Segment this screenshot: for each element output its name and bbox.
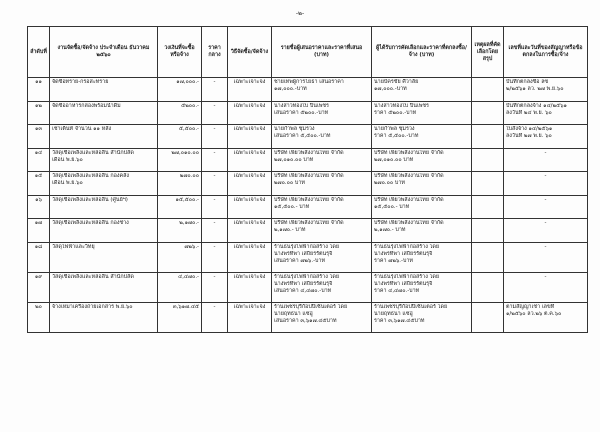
table-row — [28, 195, 588, 219]
cell-bidders — [272, 242, 372, 272]
cell-winner-line: ๒๗๐.๐๐ บาท — [374, 180, 405, 186]
cell-contract-line: ใบสั่งจ้าง ๑๔/๒๕๖๑ — [506, 126, 553, 132]
cell-bidders-line: ๑๕,๕๐๐.- บาท — [274, 203, 310, 210]
cell-bidders-line: ๑๗,๐๐๐.-บาท — [274, 86, 307, 92]
header-reason: เหตุผลที่คัดเลือกโดยสรุป — [472, 27, 504, 78]
cell-contract-line: - — [544, 196, 547, 203]
cell-contract-line: บันทึกตกลงจ้าง ๑๔/๒๕๖๑ — [506, 102, 567, 109]
cell-reason — [472, 302, 504, 332]
cell-item — [50, 78, 158, 102]
cell-seq: ๒๐ — [28, 302, 50, 332]
cell-budget: ๗๒๖.- — [158, 242, 202, 272]
cell-median: - — [202, 219, 228, 243]
cell-contract — [504, 172, 588, 196]
cell-contract — [504, 242, 588, 272]
cell-contract — [504, 125, 588, 149]
cell-contract-line: - — [544, 243, 547, 250]
cell-item — [50, 125, 158, 149]
cell-bidders-line: นางพรทิพา เสถียรรัตนรุจิ — [274, 280, 333, 287]
table-row — [28, 78, 588, 102]
cell-item-line: จัดซื้ออาหารกล่องพร้อมน้ำดื่ม — [52, 102, 121, 109]
cell-median: - — [202, 125, 228, 149]
cell-seq: ๑๑ — [28, 78, 50, 102]
table-row — [28, 242, 588, 272]
cell-contract-line: ลงวันที่ ๒๗ พ.ย. ๖๐ — [506, 133, 552, 139]
cell-contract-line: - — [544, 149, 547, 156]
cell-winner-line: บริษัท เพียวพลังงานไทย จำกัด — [374, 196, 444, 203]
cell-method: เฉพาะเจาะจง — [228, 78, 272, 102]
cell-bidders-line: ชายเทพผู้การโยธา เสนอราคา — [274, 79, 344, 85]
header-bidders: รายชื่อผู้เสนอราคาและราคาที่เสนอ (บาท) — [272, 27, 372, 78]
cell-budget: ๓,๖๑๗.๔๕ — [158, 302, 202, 332]
cell-median: - — [202, 172, 228, 196]
cell-contract-line: ตามสัญญาเช่า เลขที่ — [506, 303, 555, 310]
cell-winner-line: ราคา ๓,๖๑๗.๔๕บาท — [374, 317, 425, 324]
cell-contract — [504, 195, 588, 219]
cell-bidders-line: เสนอราคา ๕๒๐๐.-บาท — [274, 109, 329, 116]
cell-item — [50, 101, 158, 125]
cell-winner — [372, 172, 472, 196]
cell-winner-line: นางสาวทองใบ ปิ่นเพชร — [374, 102, 429, 109]
cell-winner — [372, 272, 472, 302]
cell-item-line: วัสดุเชื้อเพลิงและหล่อลื่น สำนักปลัด — [52, 149, 134, 156]
cell-seq: ๑๙ — [28, 272, 50, 302]
header-contract: เลขที่และวันที่ของสัญญาหรือข้อตกลงในการซื้อ/จ้าง — [504, 27, 588, 78]
cell-item — [50, 219, 158, 243]
cell-winner-line: ร้านเพชรบุรีก๊อปปี้เซ็นเตอร์ โดย — [374, 303, 448, 310]
cell-winner-line: ร้านธนรุ่งไฟฟ้าก่อสร้าง โดย — [374, 243, 440, 250]
table-row — [28, 148, 588, 172]
cell-winner — [372, 125, 472, 149]
cell-budget: ๑๗,๐๐๐.- — [158, 78, 202, 102]
cell-winner-line: นายบัครชัย ศิวาลัย — [374, 79, 419, 85]
cell-contract-line: - — [544, 273, 547, 280]
header-item: งานจัดซื้อ/จัดจ้าง ประจำเดือน ธันวาคม ๒๕๖๐ — [50, 27, 158, 78]
cell-item-line: วัสดุเชื้อเพลิงและหล่อลื่น กองช่าง — [52, 220, 129, 226]
cell-item-line: เดือน พ.ย.๖๐ — [52, 156, 83, 163]
cell-reason — [472, 242, 504, 272]
cell-bidders-line: นายกำพล ชุมรวง — [274, 126, 315, 132]
header-seq: ลำดับที่ — [28, 27, 50, 78]
cell-item — [50, 148, 158, 172]
table-row — [28, 125, 588, 149]
cell-bidders — [272, 195, 372, 219]
cell-winner-line: นายกำพล ชุมรวง — [374, 126, 415, 132]
cell-bidders — [272, 172, 372, 196]
table-body — [28, 78, 588, 333]
cell-item-line: วัสดุไฟฟ้าและวิทยุ — [52, 243, 95, 250]
table-row — [28, 272, 588, 302]
cell-bidders-line: เสนอราคา ๓,๖๑๗.๔๕บาท — [274, 317, 337, 324]
cell-item-line: จ้างเหมาเครื่องถ่ายเอกสาร พ.ย.๖๐ — [52, 303, 133, 310]
cell-reason — [472, 78, 504, 102]
cell-winner — [372, 242, 472, 272]
cell-budget: ๔,๔๗๐.- — [158, 272, 202, 302]
cell-bidders-line: ร้านเพชรบุรีก๊อปปี้เซ็นเตอร์ โดย — [274, 303, 348, 310]
cell-seq: ๑๖ — [28, 195, 50, 219]
cell-seq: ๑๔ — [28, 148, 50, 172]
table-row — [28, 219, 588, 243]
cell-winner-line: นางพรทิพา เสถียรรัตนรุจิ — [374, 250, 433, 257]
cell-budget: ๒๗๐.๐๐ — [158, 172, 202, 196]
cell-item-line: วัสดุเชื้อเพลิงและหล่อลื่น (ศูนย์ฯ) — [52, 196, 128, 203]
cell-winner — [372, 302, 472, 332]
table-row — [28, 172, 588, 196]
cell-winner-line: ราคา ๔,๔๗๐.-บาท — [374, 287, 420, 294]
cell-contract — [504, 272, 588, 302]
cell-budget: ๒,๑๗๐.- — [158, 219, 202, 243]
cell-method: เฉพาะเจาะจง — [228, 242, 272, 272]
cell-method: เฉพาะเจาะจง — [228, 195, 272, 219]
cell-contract — [504, 219, 588, 243]
cell-contract-line: - — [544, 220, 547, 226]
cell-budget: ๕,๕๐๐.- — [158, 125, 202, 149]
cell-contract-line: บันทึกตกลงซื้อ ลซ — [506, 79, 549, 85]
cell-method: เฉพาะเจาะจง — [228, 125, 272, 149]
cell-item-line: วัสดุเชื้อเพลิงและหล่อลื่น กองคลัง — [52, 173, 130, 179]
cell-bidders — [272, 125, 372, 149]
cell-seq: ๑๕ — [28, 172, 50, 196]
cell-method: เฉพาะเจาะจง — [228, 172, 272, 196]
cell-winner — [372, 195, 472, 219]
cell-contract-line: - — [544, 173, 547, 179]
cell-median: - — [202, 242, 228, 272]
header-budget: วงเงินที่จะซื้อหรือจ้าง — [158, 27, 202, 78]
cell-budget: ๑๕,๕๐๐.- — [158, 195, 202, 219]
cell-median: - — [202, 101, 228, 125]
cell-bidders-line: นายฤทธนา แซ่อู่ — [274, 310, 313, 317]
table-row — [28, 101, 588, 125]
header-winner: ผู้ได้รับการคัดเลือกและราคาที่ตกลงซื้อ/จ้าง (บาท) — [372, 27, 472, 78]
cell-item — [50, 272, 158, 302]
cell-bidders-line: บริษัท เพียวพลังงานไทย จำกัด — [274, 149, 344, 156]
cell-winner — [372, 148, 472, 172]
cell-winner — [372, 101, 472, 125]
cell-item — [50, 195, 158, 219]
cell-reason — [472, 272, 504, 302]
cell-bidders — [272, 219, 372, 243]
cell-seq: ๑๗ — [28, 219, 50, 243]
cell-item-line: เช่าเต็นท์ จำนวน ๑๑ หลัง — [52, 126, 112, 132]
cell-winner — [372, 78, 472, 102]
cell-median: - — [202, 302, 228, 332]
cell-bidders — [272, 78, 372, 102]
cell-bidders-line: นางสาวทองใบ ปิ่นเพชร — [274, 102, 329, 109]
cell-item-line: วัสดุเชื้อเพลิงและหล่อลื่น สำนักปลัด — [52, 273, 134, 280]
cell-winner-line: ราคา ๗๒๖.-บาท — [374, 257, 413, 264]
cell-median: - — [202, 78, 228, 102]
cell-item — [50, 242, 158, 272]
cell-contract — [504, 78, 588, 102]
cell-bidders — [272, 148, 372, 172]
cell-winner-line: ร้านธนรุ่งไฟฟ้าก่อสร้าง โดย — [374, 273, 440, 280]
cell-method: เฉพาะเจาะจง — [228, 302, 272, 332]
cell-reason — [472, 195, 504, 219]
cell-median: - — [202, 195, 228, 219]
cell-bidders-line: บริษัท เพียวพลังงานไทย จำกัด — [274, 173, 344, 179]
table-header-row — [28, 27, 588, 78]
cell-method: เฉพาะเจาะจง — [228, 272, 272, 302]
cell-bidders-line: เสนอราคา ๔,๔๗๐.-บาท — [274, 287, 332, 294]
cell-bidders-line: เสนอราคา ๕,๕๐๐.-บาท — [274, 133, 331, 139]
cell-bidders-line: นางพรทิพา เสถียรรัตนรุจิ — [274, 250, 333, 257]
cell-item — [50, 302, 158, 332]
cell-item-line: เดือน พ.ย.๖๐ — [52, 180, 83, 186]
cell-bidders-line: ร้านธนรุ่งไฟฟ้าก่อสร้าง โดย — [274, 273, 340, 280]
cell-winner-line: ราคา ๕,๕๐๐.-บาท — [374, 133, 419, 139]
cell-contract — [504, 148, 588, 172]
cell-median: - — [202, 272, 228, 302]
cell-winner-line: ๑๗,๐๐๐.-บาท — [374, 86, 407, 92]
cell-bidders-line: เสนอราคา ๗๒๖.-บาท — [274, 257, 326, 264]
cell-winner-line: ๑๕,๕๐๐.- บาท — [374, 203, 410, 210]
cell-bidders-line: ๒๗๐.๐๐ บาท — [274, 180, 305, 186]
cell-winner-line: ๒,๑๗๐.- บาท — [374, 227, 406, 233]
cell-contract — [504, 302, 588, 332]
cell-reason — [472, 172, 504, 196]
cell-winner — [372, 219, 472, 243]
cell-budget: ๒๗,๐๑๐.๐๐ — [158, 148, 202, 172]
cell-contract — [504, 101, 588, 125]
cell-reason — [472, 148, 504, 172]
cell-winner-line: ๒๗,๐๑๐.๐๐ บาท — [374, 156, 414, 163]
cell-bidders — [272, 272, 372, 302]
cell-bidders-line: บริษัท เพียวพลังงานไทย จำกัด — [274, 220, 344, 226]
cell-winner-line: นายฤทธนา แซ่อู่ — [374, 310, 413, 317]
cell-reason — [472, 101, 504, 125]
cell-bidders-line: ๒๗,๐๑๐.๐๐ บาท — [274, 156, 314, 163]
cell-contract-line: ๒/๒๕๖๑ ลว. ๒๗ พ.ย.๖๐ — [506, 86, 564, 92]
cell-item-line: จัดซื้อทราย-กรอสะทราย — [52, 79, 109, 85]
cell-contract-line: ๑/๒๕๖๐ ลว.๒๖ ต.ค.๖๐ — [506, 310, 562, 317]
cell-reason — [472, 125, 504, 149]
cell-bidders-line: ๒,๑๗๐.- บาท — [274, 227, 306, 233]
cell-bidders — [272, 302, 372, 332]
cell-bidders-line: ร้านธนรุ่งไฟฟ้าก่อสร้าง โดย — [274, 243, 340, 250]
cell-bidders-line: บริษัท เพียวพลังงานไทย จำกัด — [274, 196, 344, 203]
cell-winner-line: นางพรทิพา เสถียรรัตนรุจิ — [374, 280, 433, 287]
cell-method: เฉพาะเจาะจง — [228, 219, 272, 243]
cell-reason — [472, 219, 504, 243]
cell-seq: ๑๓ — [28, 125, 50, 149]
cell-seq: ๑๒ — [28, 101, 50, 125]
page-number: -๒- — [295, 10, 305, 17]
cell-budget: ๕๒๐๐.- — [158, 101, 202, 125]
cell-contract-line: ลงวันที่ ๒๔ พ.ย. ๖๐ — [506, 109, 552, 116]
cell-winner-line: บริษัท เพียวพลังงานไทย จำกัด — [374, 220, 444, 226]
cell-median: - — [202, 148, 228, 172]
cell-winner-line: ราคา ๕๒๐๐.-บาท — [374, 109, 417, 116]
cell-seq: ๑๘ — [28, 242, 50, 272]
procurement-table — [27, 26, 588, 333]
header-median: ราคากลาง — [202, 27, 228, 78]
table-row — [28, 302, 588, 332]
header-method: วิธีจัดซื้อ/จัดจ้าง — [228, 27, 272, 78]
cell-winner-line: บริษัท เพียวพลังงานไทย จำกัด — [374, 173, 444, 179]
cell-method: เฉพาะเจาะจง — [228, 101, 272, 125]
cell-method: เฉพาะเจาะจง — [228, 148, 272, 172]
cell-item — [50, 172, 158, 196]
cell-winner-line: บริษัท เพียวพลังงานไทย จำกัด — [374, 149, 444, 156]
cell-bidders — [272, 101, 372, 125]
